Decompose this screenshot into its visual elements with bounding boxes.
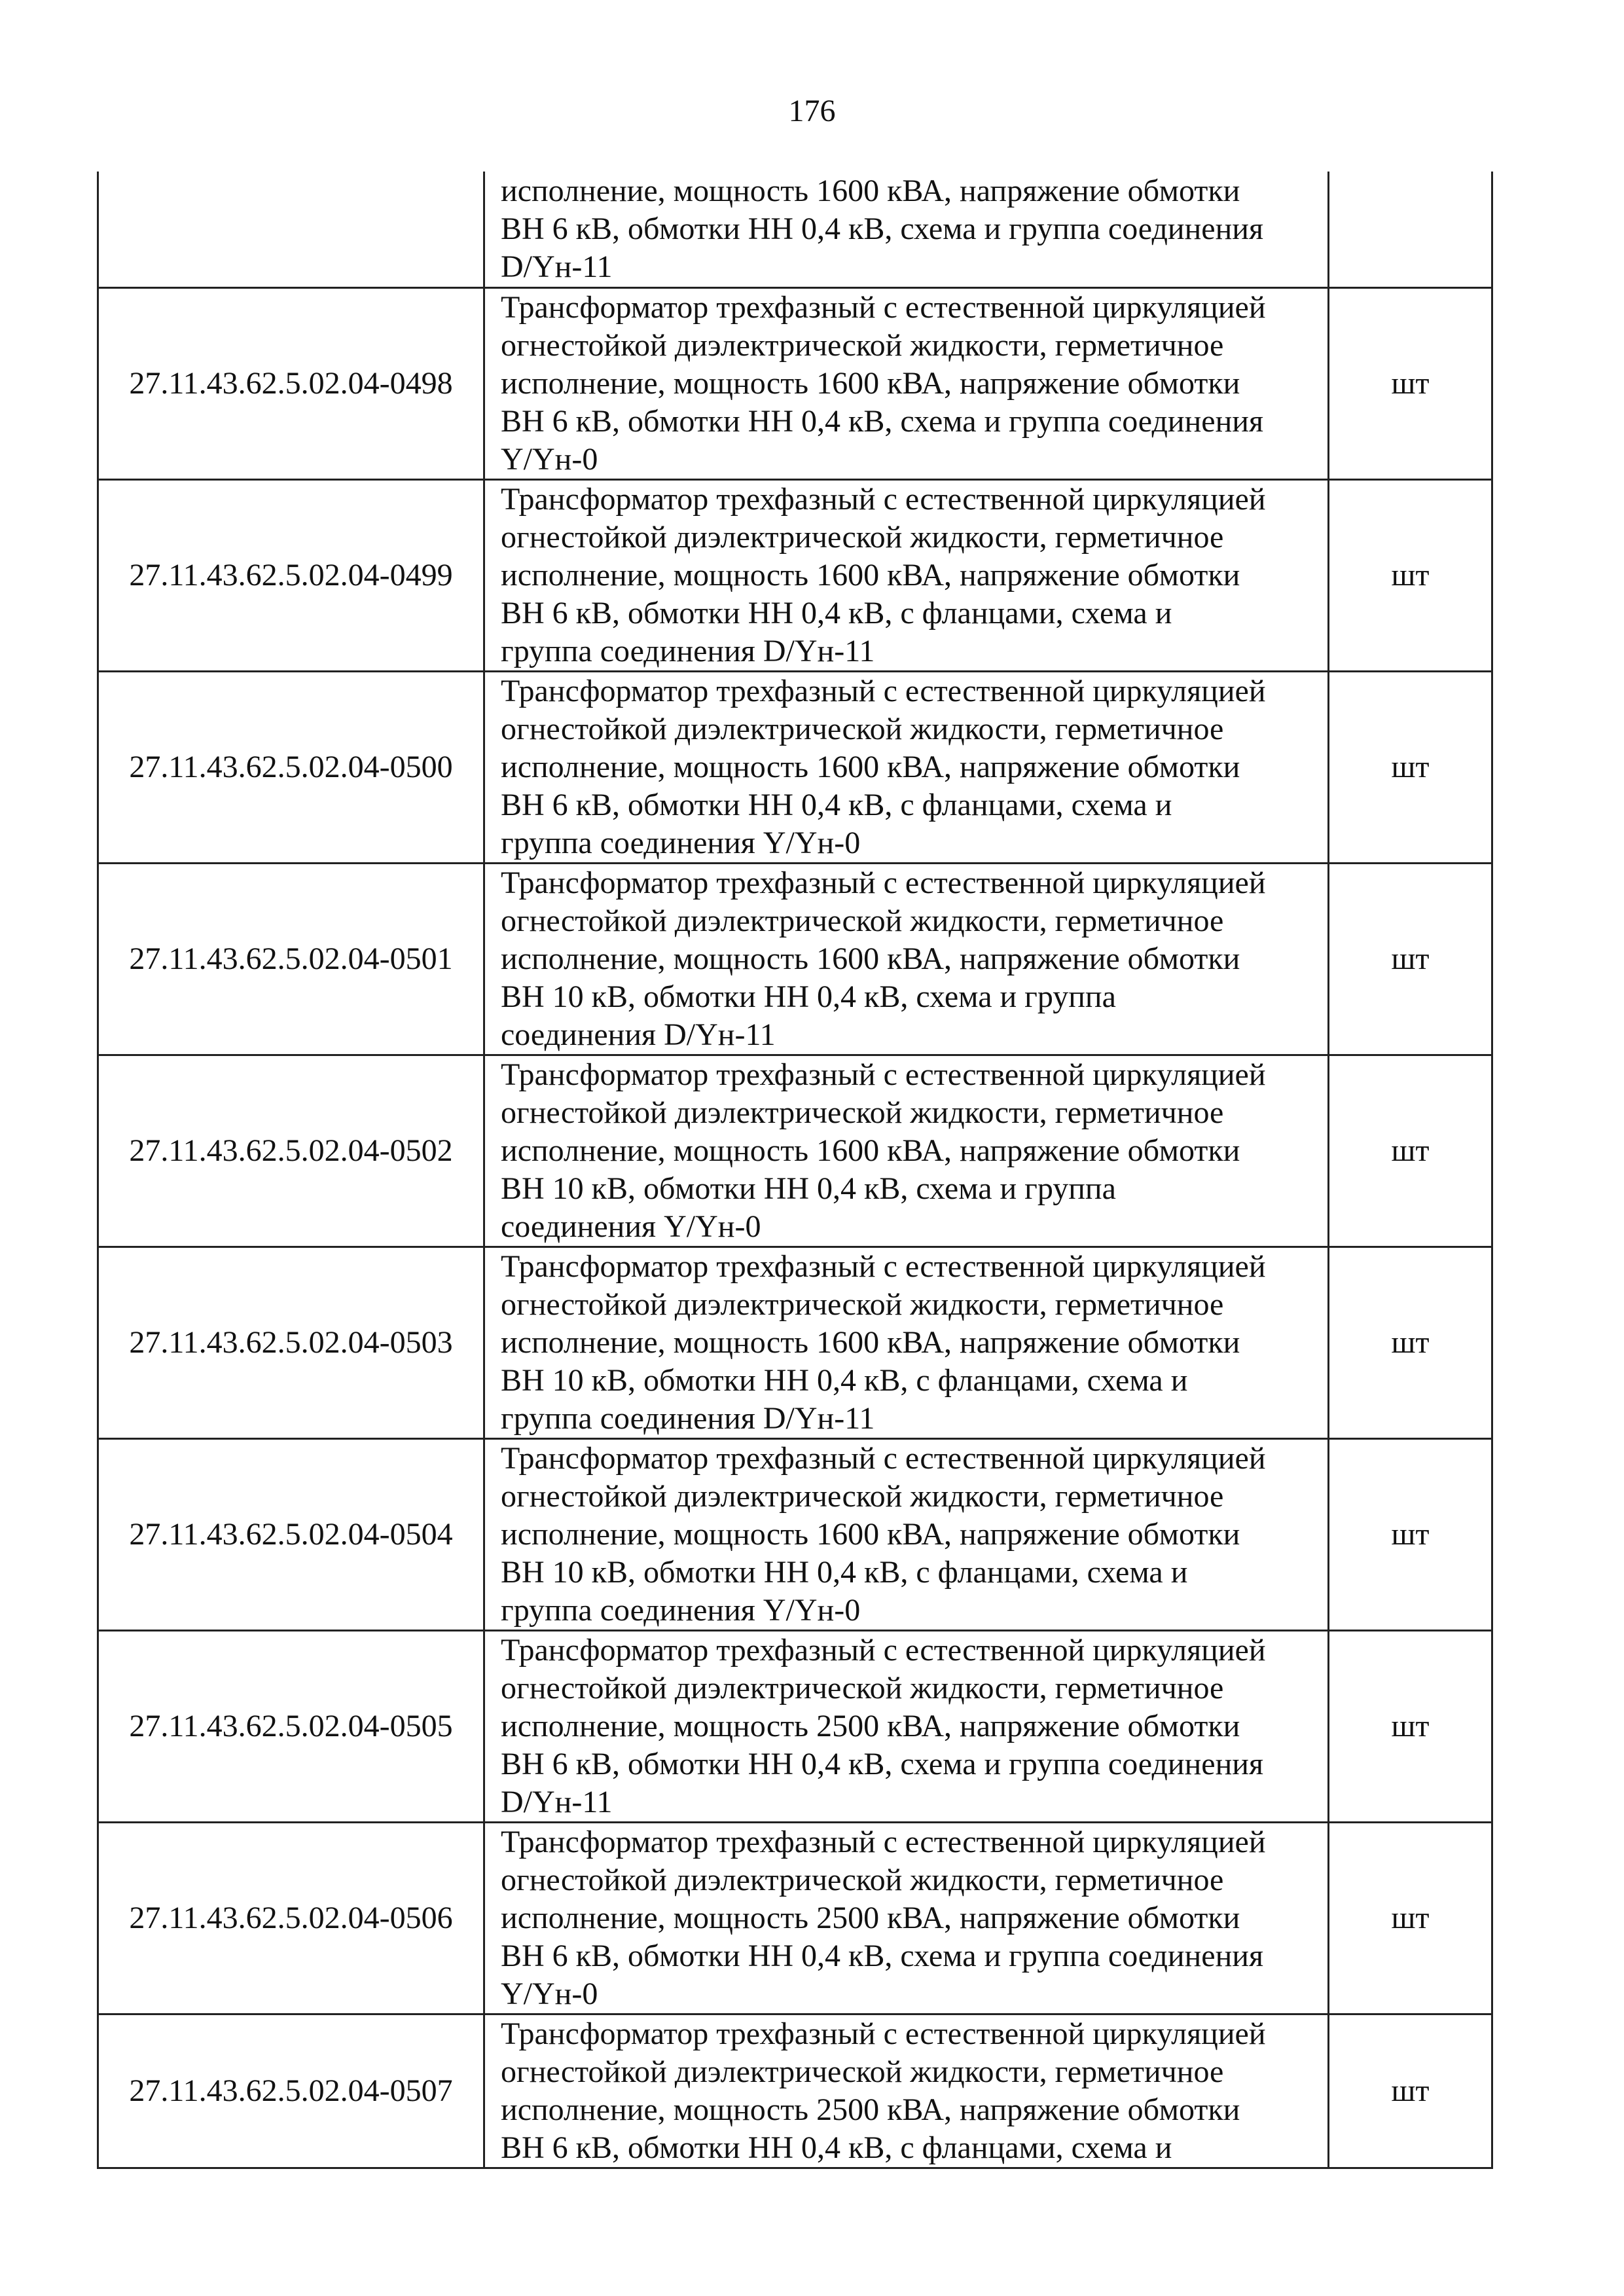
description-line: исполнение, мощность 1600 кВА, напряжение обмотки	[501, 558, 1240, 592]
description-line: ВН 10 кВ, обмотки НН 0,4 кВ, с фланцами, схема и	[501, 1363, 1188, 1398]
description-line: исполнение, мощность 1600 кВА, напряжение обмотки	[501, 1133, 1240, 1168]
description-line: ВН 6 кВ, обмотки НН 0,4 кВ, с фланцами, схема и	[501, 2130, 1172, 2165]
code-cell: 27.11.43.62.5.02.04-0503	[98, 1247, 484, 1439]
description-line: ВН 6 кВ, обмотки НН 0,4 кВ, с фланцами, схема и	[501, 596, 1172, 630]
unit-cell: шт	[1329, 2014, 1492, 2168]
description-line: исполнение, мощность 2500 кВА, напряжение обмотки	[501, 2092, 1240, 2127]
unit-cell: шт	[1329, 672, 1492, 864]
description-line: соединения D/Yн-11	[501, 1017, 776, 1052]
description-line: Трансформатор трехфазный с естественной циркуляцией	[501, 290, 1266, 325]
description-cell	[484, 864, 1329, 1055]
unit-cell: шт	[1329, 864, 1492, 1055]
description-line: Трансформатор трехфазный с естественной циркуляцией	[501, 1057, 1266, 1092]
unit-cell: шт	[1329, 1439, 1492, 1631]
description-line: огнестойкой диэлектрической жидкости, герметичное	[501, 712, 1224, 746]
description-line: ВН 6 кВ, обмотки НН 0,4 кВ, схема и группа соединения	[501, 211, 1264, 246]
code-cell: 27.11.43.62.5.02.04-0498	[98, 288, 484, 480]
description-line: Трансформатор трехфазный с естественной циркуляцией	[501, 482, 1266, 517]
description-line: огнестойкой диэлектрической жидкости, герметичное	[501, 903, 1224, 938]
code-cell: 27.11.43.62.5.02.04-0499	[98, 480, 484, 672]
description-line: исполнение, мощность 1600 кВА, напряжение обмотки	[501, 1325, 1240, 1360]
table-row	[98, 1055, 1492, 1247]
description-line: Y/Yн-0	[501, 442, 598, 477]
description-line: Трансформатор трехфазный с естественной циркуляцией	[501, 866, 1266, 900]
table-row	[98, 288, 1492, 480]
description-line: исполнение, мощность 2500 кВА, напряжение обмотки	[501, 1901, 1240, 1935]
description-line: ВН 6 кВ, обмотки НН 0,4 кВ, с фланцами, схема и	[501, 788, 1172, 822]
description-line: исполнение, мощность 1600 кВА, напряжение обмотки	[501, 750, 1240, 784]
description-line: ВН 10 кВ, обмотки НН 0,4 кВ, схема и группа	[501, 1171, 1116, 1206]
code-cell: 27.11.43.62.5.02.04-0501	[98, 864, 484, 1055]
page-number: 176	[788, 94, 836, 128]
description-cell	[484, 1823, 1329, 2014]
table-row	[98, 864, 1492, 1055]
unit-cell: шт	[1329, 1055, 1492, 1247]
unit-cell	[1329, 172, 1492, 288]
description-line: огнестойкой диэлектрической жидкости, герметичное	[501, 328, 1224, 363]
description-line: ВН 10 кВ, обмотки НН 0,4 кВ, с фланцами, схема и	[501, 1555, 1188, 1590]
table-row	[98, 1247, 1492, 1439]
description-line: Трансформатор трехфазный с естественной циркуляцией	[501, 1825, 1266, 1859]
description-line: огнестойкой диэлектрической жидкости, герметичное	[501, 1095, 1224, 1130]
description-cell	[484, 1055, 1329, 1247]
description-line: исполнение, мощность 1600 кВА, напряжение обмотки	[501, 941, 1240, 976]
description-line: огнестойкой диэлектрической жидкости, герметичное	[501, 1479, 1224, 1514]
table-row	[98, 480, 1492, 672]
description-line: Трансформатор трехфазный с естественной циркуляцией	[501, 674, 1266, 708]
description-line: Трансформатор трехфазный с естественной циркуляцией	[501, 2016, 1266, 2051]
description-cell	[484, 1439, 1329, 1631]
code-cell: 27.11.43.62.5.02.04-0504	[98, 1439, 484, 1631]
description-line: ВН 6 кВ, обмотки НН 0,4 кВ, схема и группа соединения	[501, 1747, 1264, 1781]
description-line: группа соединения D/Yн-11	[501, 634, 875, 668]
table-row	[98, 2014, 1492, 2168]
description-line: ВН 10 кВ, обмотки НН 0,4 кВ, схема и группа	[501, 979, 1116, 1014]
description-line: Трансформатор трехфазный с естественной циркуляцией	[501, 1249, 1266, 1284]
description-line: группа соединения Y/Yн-0	[501, 1593, 861, 1628]
description-cell	[484, 172, 1329, 288]
description-line: соединения Y/Yн-0	[501, 1209, 761, 1244]
description-line: исполнение, мощность 1600 кВА, напряжение обмотки	[501, 366, 1240, 401]
resource-table	[97, 172, 1493, 2169]
code-cell: 27.11.43.62.5.02.04-0500	[98, 672, 484, 864]
code-cell: 27.11.43.62.5.02.04-0505	[98, 1631, 484, 1823]
description-line: группа соединения Y/Yн-0	[501, 826, 861, 860]
description-line: исполнение, мощность 2500 кВА, напряжение обмотки	[501, 1709, 1240, 1743]
code-cell: 27.11.43.62.5.02.04-0506	[98, 1823, 484, 2014]
description-line: группа соединения D/Yн-11	[501, 1401, 875, 1436]
code-cell	[98, 172, 484, 288]
description-cell	[484, 2014, 1329, 2168]
table-row	[98, 1631, 1492, 1823]
unit-cell: шт	[1329, 1823, 1492, 2014]
description-line: Трансформатор трехфазный с естественной циркуляцией	[501, 1633, 1266, 1667]
description-line: D/Yн-11	[501, 249, 613, 284]
unit-cell: шт	[1329, 480, 1492, 672]
description-cell	[484, 288, 1329, 480]
description-cell	[484, 1247, 1329, 1439]
unit-cell: шт	[1329, 1631, 1492, 1823]
table-row	[98, 672, 1492, 864]
description-cell	[484, 672, 1329, 864]
description-line: Y/Yн-0	[501, 1977, 598, 2011]
unit-cell: шт	[1329, 288, 1492, 480]
description-line: огнестойкой диэлектрической жидкости, герметичное	[501, 1287, 1224, 1322]
code-cell: 27.11.43.62.5.02.04-0507	[98, 2014, 484, 2168]
description-line: Трансформатор трехфазный с естественной циркуляцией	[501, 1441, 1266, 1476]
table-row	[98, 1823, 1492, 2014]
unit-cell: шт	[1329, 1247, 1492, 1439]
description-line: исполнение, мощность 1600 кВА, напряжение обмотки	[501, 1517, 1240, 1552]
description-line: огнестойкой диэлектрической жидкости, герметичное	[501, 1671, 1224, 1705]
description-line: огнестойкой диэлектрической жидкости, герметичное	[501, 2054, 1224, 2089]
description-line: исполнение, мощность 1600 кВА, напряжение обмотки	[501, 173, 1240, 208]
table-row	[98, 1439, 1492, 1631]
table-row-continuation	[98, 172, 1492, 288]
description-cell	[484, 480, 1329, 672]
description-line: огнестойкой диэлектрической жидкости, герметичное	[501, 520, 1224, 555]
description-cell	[484, 1631, 1329, 1823]
description-line: огнестойкой диэлектрической жидкости, герметичное	[501, 1863, 1224, 1897]
description-line: ВН 6 кВ, обмотки НН 0,4 кВ, схема и группа соединения	[501, 1939, 1264, 1973]
description-line: ВН 6 кВ, обмотки НН 0,4 кВ, схема и группа соединения	[501, 404, 1264, 439]
description-line: D/Yн-11	[501, 1785, 613, 1819]
code-cell: 27.11.43.62.5.02.04-0502	[98, 1055, 484, 1247]
